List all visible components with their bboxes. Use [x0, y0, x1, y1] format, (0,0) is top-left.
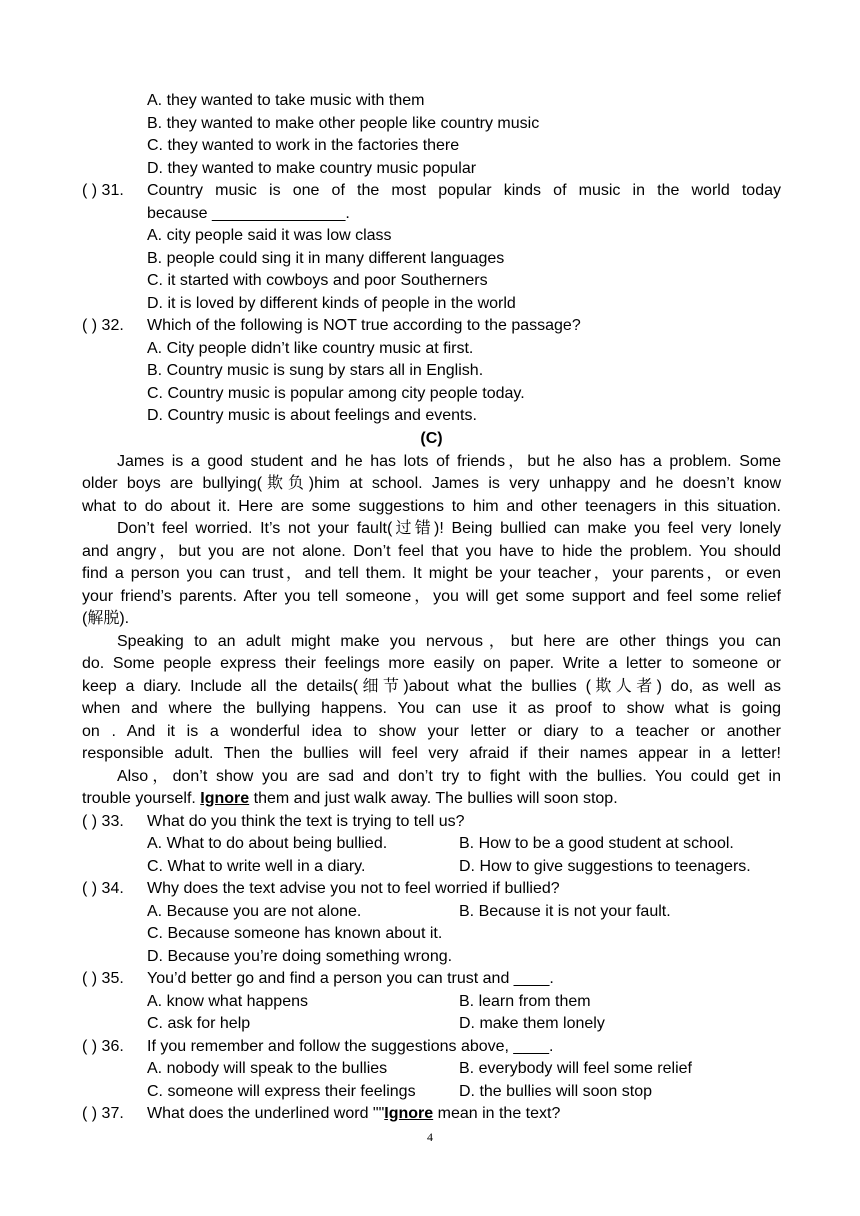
q35-option-a: A. know what happens — [147, 993, 308, 1010]
q34-marker: ( ) 34. — [82, 880, 124, 897]
passage-line: on . And it is a wonderful idea to show your letter or diary to a teacher or another — [82, 723, 781, 740]
q36-marker: ( ) 36. — [82, 1038, 124, 1055]
q35-option-c: C. ask for help — [147, 1015, 251, 1032]
q34-option-c: C. Because someone has known about it. — [147, 925, 443, 942]
q35-stem: You’d better go and find a person you can trust and ____. — [147, 970, 554, 987]
passage-text: trouble yourself. — [82, 790, 201, 807]
passage-line: and angry，but you are not alone. Don’t feel that you have to hide the problem. You should — [82, 543, 781, 560]
passage-line: what to do about it. Here are some suggestions to him and other teenagers in this situation. — [82, 498, 781, 515]
q36-option-d: D. the bullies will soon stop — [459, 1083, 652, 1100]
q37-stem-text: What does the underlined word "" — [147, 1105, 385, 1122]
q36-option-c: C. someone will express their feelings — [147, 1083, 416, 1100]
q33-marker: ( ) 33. — [82, 813, 124, 830]
q31-option-c: C. it started with cowboys and poor Southerners — [147, 272, 488, 289]
passage-last-line — [82, 788, 781, 810]
q31-stem-line2: because _______________. — [147, 205, 350, 222]
q34-stem: Why does the text advise you not to feel worried if bullied? — [147, 880, 560, 897]
passage-line: Also，don’t show you are sad and don’t try to fight with the bullies. You could get in — [117, 768, 781, 785]
q33-option-c: C. What to write well in a diary. — [147, 858, 366, 875]
q32-option-c: C. Country music is popular among city people today. — [147, 385, 525, 402]
q30-option-a: A. they wanted to take music with them — [147, 92, 425, 109]
q32-option-b: B. Country music is sung by stars all in English. — [147, 362, 484, 379]
q33-option-a: A. What to do about being bullied. — [147, 835, 388, 852]
q33-stem: What do you think the text is trying to tell us? — [147, 813, 465, 830]
q35-option-b: B. learn from them — [459, 993, 591, 1010]
underlined-word: Ignore — [384, 1105, 434, 1122]
passage-line: older boys are bullying(欺负)him at school. James is very unhappy and he doesn’t know — [82, 475, 781, 492]
q36-option-a: A. nobody will speak to the bullies — [147, 1060, 388, 1077]
q31-option-a: A. city people said it was low class — [147, 227, 392, 244]
q35-option-d: D. make them lonely — [459, 1015, 605, 1032]
passage-line: find a person you can trust，and tell them. It might be your teacher，your parents，or even — [82, 565, 781, 582]
q33-option-b: B. How to be a good student at school. — [459, 835, 734, 852]
passage-line: your friend’s parents. After you tell someone，you will get some support and feel some relief — [82, 588, 781, 605]
passage-line: Don’t feel worried. It’s not your fault(过错)! Being bullied can make you feel very lonely — [117, 520, 781, 537]
q33-option-d: D. How to give suggestions to teenagers. — [459, 858, 751, 875]
q32-marker: ( ) 32. — [82, 317, 124, 334]
q37-stem — [147, 1103, 560, 1125]
q35-marker: ( ) 35. — [82, 970, 124, 987]
passage-text: them and just walk away. The bullies will soon stop. — [249, 790, 618, 807]
q31-marker: ( ) 31. — [82, 182, 124, 199]
q30-option-b: B. they wanted to make other people like country music — [147, 115, 540, 132]
passage-line: when and where the bullying happens. You can use it as proof to show what is going — [82, 700, 781, 717]
q37-stem-text: mean in the text? — [433, 1105, 561, 1122]
q31-option-d: D. it is loved by different kinds of people in the world — [147, 295, 516, 312]
q32-option-a: A. City people didn’t like country music at first. — [147, 340, 474, 357]
q34-option-a: A. Because you are not alone. — [147, 903, 362, 920]
q31-option-b: B. people could sing it in many different languages — [147, 250, 505, 267]
q30-option-c: C. they wanted to work in the factories there — [147, 137, 460, 154]
passage-line: (解脱). — [82, 610, 130, 627]
passage-line: do. Some people express their feelings more easily on paper. Write a letter to someone or — [82, 655, 781, 672]
q32-stem: Which of the following is NOT true according to the passage? — [147, 317, 581, 334]
page-number: 4 — [427, 1130, 433, 1144]
section-title: (C) — [420, 430, 443, 447]
q37-marker: ( ) 37. — [82, 1105, 124, 1122]
q34-option-b: B. Because it is not your fault. — [459, 903, 671, 920]
q31-stem-line1: Country music is one of the most popular kinds of music in the world today — [147, 182, 781, 199]
passage-line: Speaking to an adult might make you nervous，but here are other things you can — [117, 633, 781, 650]
passage-line: responsible adult. Then the bullies will feel very afraid if their names appear in a letter! — [82, 745, 781, 762]
q30-option-d: D. they wanted to make country music popular — [147, 160, 477, 177]
q34-option-d: D. Because you’re doing something wrong. — [147, 948, 453, 965]
underlined-word: Ignore — [200, 790, 250, 807]
q36-option-b: B. everybody will feel some relief — [459, 1060, 692, 1077]
q36-stem: If you remember and follow the suggestions above, ____. — [147, 1038, 554, 1055]
passage-line: James is a good student and he has lots of friends，but he also has a problem. Some — [117, 453, 781, 470]
q32-option-d: D. Country music is about feelings and events. — [147, 407, 477, 424]
passage-line: keep a diary. Include all the details(细节)about what the bullies (欺人者) do, as well as — [82, 678, 781, 695]
